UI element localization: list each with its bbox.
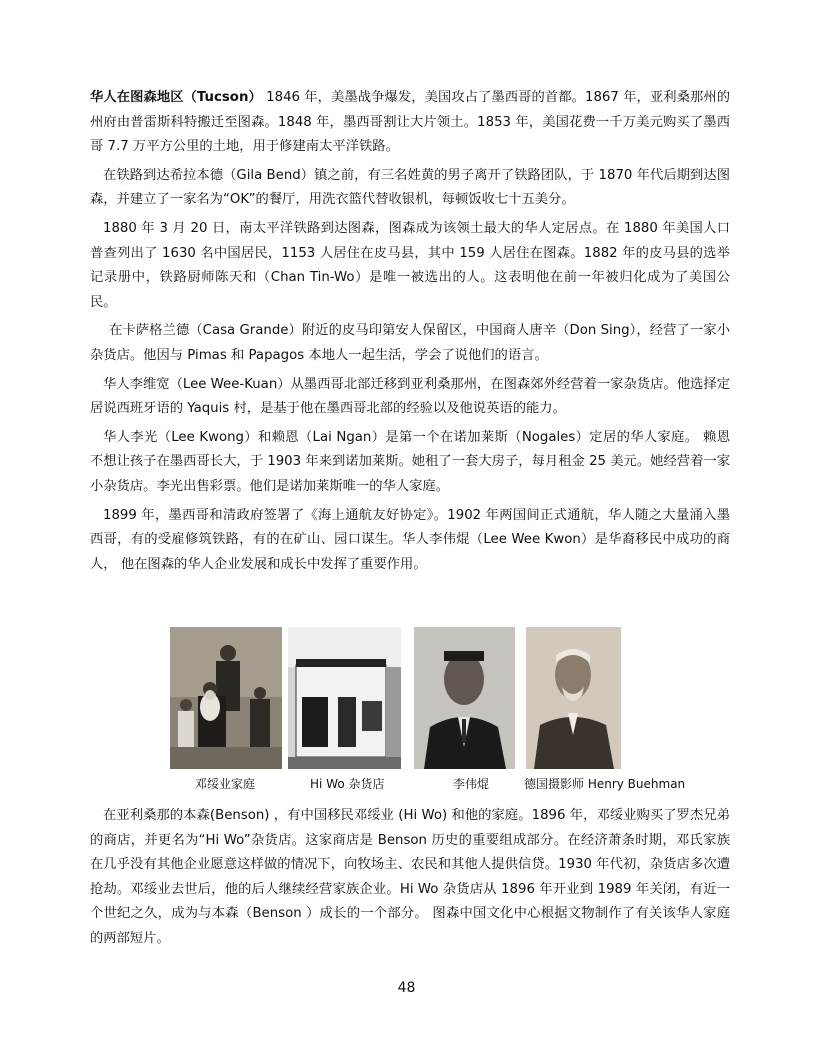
caption-henry-buehman: 德国摄影师 Henry Buehman bbox=[524, 777, 686, 791]
caption-family: 邓绥业家庭 bbox=[195, 777, 256, 791]
paragraph-railroad-1880: 1880 年 3 月 20 日，南太平洋铁路到达图森，图森成为该领土最大的华人定居点。在 1880 年美国人口普查列出了 1630 名中国居民，1153 人居住在皮马县，其中 159 人居住在图森。1882 年的皮马县的选举记录册中，铁路厨师陈天和（Chan Tin-Wo）是唯一被选出的人。这表明他在前一年被归化成为了美国公民。 bbox=[90, 220, 730, 310]
paragraph-intro bbox=[90, 86, 730, 160]
body-text-upper bbox=[90, 86, 730, 577]
body-text-lower bbox=[90, 800, 730, 952]
paragraph-nogales: 华人李光（Lee Kwong）和赖恩（Lai Ngan）是第一个在诺加莱斯（Nogales）定居的华人家庭。 赖恩不想让孩子在墨西哥长大，于 1903 年来到诺加莱斯。她租了一套大房子，每月租金 25 美元。她经营着一家小杂货店。李光出售彩票。他们是诺加莱斯唯一的华人家庭。 bbox=[90, 429, 730, 494]
paragraph-1899-treaty: 1899 年，墨西哥和清政府签署了《海上通航友好协定》。1902 年两国间正式通航，华人随之大量涌入墨西哥，有的受雇修筑铁路，有的在矿山、园口谋生。华人李伟焜（Lee Wee Kwon）是华裔移民中成功的商人， 他在图森的华人企业发展和成长中发挥了重要作用。 bbox=[90, 507, 730, 572]
paragraph-casa-grande: 在卡萨格兰德（Casa Grande）附近的皮马印第安人保留区，中国商人唐辛（Don Sing），经营了一家小杂货店。他因与 Pimas 和 Papagos 本地人一起生活，学会了说他们的语言。 bbox=[90, 323, 730, 363]
paragraph-benson: 在亚利桑那的本森(Benson) ，有中国移民邓绥业 (Hi Wo) 和他的家庭。1896 年，邓绥业购买了罗杰兄弟的商店，并更名为“Hi Wo”杂货店。这家商店是 Benson 历史的重要组成部分。在经济萧条时期，邓氏家族在几乎没有其他企业愿意这样做的情况下，向牧场主、农民和其他人提供信贷。1930 年代初，杂货店多次遭抢劫。邓绥业去世后，他的后人继续经营家族企业。Hi Wo 杂货店从 1896 年开业到 1989 年关闭，有近一个世纪之久，成为与本森（Benson ）成长的一个部分。 图森中国文化中心根据文物制作了有关该华人家庭的两部短片。 bbox=[90, 808, 730, 946]
paragraph-gila-bend: 在铁路到达希拉本德（Gila Bend）镇之前，有三名姓黄的男子离开了铁路团队，于 1870 年代后期到达图森，并建立了一家名为“OK”的餐厅，用洗衣篮代替收银机，每顿饭收七十五美分。 bbox=[90, 167, 730, 208]
page-number: 48 bbox=[397, 980, 416, 996]
store-photo bbox=[288, 627, 401, 769]
portrait-lee-wee-kwon bbox=[414, 627, 515, 769]
family-photo bbox=[170, 627, 282, 769]
photo-captions bbox=[170, 775, 710, 795]
portrait-henry-buehman bbox=[526, 627, 621, 769]
caption-lee-wee-kwon: 李伟焜 bbox=[453, 777, 490, 791]
photo-strip bbox=[170, 627, 630, 770]
caption-store: Hi Wo 杂货店 bbox=[310, 777, 385, 791]
section-heading: 华人在图森地区（Tucson） bbox=[90, 90, 262, 105]
paragraph-intro-text: 1846 年，美墨战争爆发，美国攻占了墨西哥的首都。1867 年，亚利桑那州的州府由普雷斯科特搬迁至图森。1848 年，墨西哥割让大片领土。1853 年，美国花费一千万美元购买了墨西哥 7.7 万平方公里的土地，用于修建南太平洋铁路。 bbox=[90, 90, 731, 155]
paragraph-lee-wee-kuan: 华人李维宽（Lee Wee-Kuan）从墨西哥北部迁移到亚利桑那州，在图森郊外经营着一家杂货店。他选择定居说西班牙语的 Yaquis 村，是基于他在墨西哥北部的经验以及他说英语的能力。 bbox=[90, 376, 730, 417]
